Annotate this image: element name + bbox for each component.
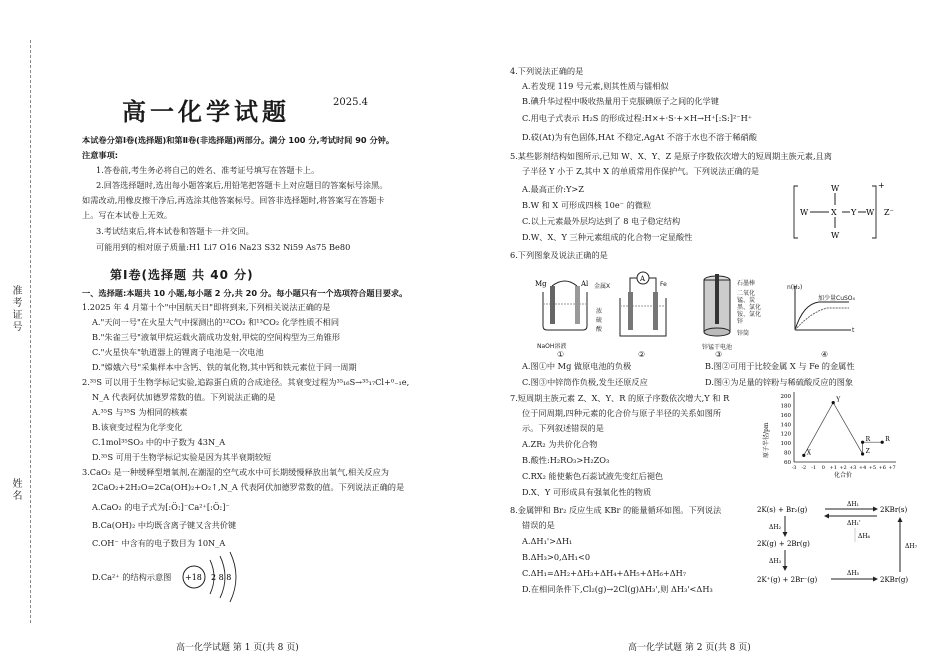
section-heading: 第Ⅰ卷(选择题 共 40 分) bbox=[110, 268, 254, 282]
atom-w-left: W bbox=[800, 208, 809, 217]
q4-option-b: B.碘升华过程中吸收热量用于克服碘原子之间的化学键 bbox=[522, 96, 719, 106]
page-title: 高一化学试题 bbox=[122, 98, 290, 126]
chart-point bbox=[861, 452, 864, 455]
q7-stem-3: 示。下列叙述错误的是 bbox=[522, 423, 604, 433]
q8-born-haber-cycle bbox=[755, 498, 930, 598]
chart-y-tick-label: 180 bbox=[780, 403, 791, 410]
q7-option-d: D.X、Y 可形成具有强氧化性的物质 bbox=[522, 487, 652, 497]
label-dh3: ΔH₃ bbox=[769, 558, 781, 565]
q4-option-a: A.若发现 119 号元素,则其性质与镭相似 bbox=[522, 81, 669, 91]
q6-option-c: C.图③中锌筒作负极,发生还原反应 bbox=[522, 377, 648, 387]
intro-line: 本试卷分第Ⅰ卷(选择题)和第Ⅱ卷(非选择题)两部分。满分 100 分,考试时间 90 分钟。 bbox=[82, 135, 395, 145]
q7-option-b: B.酸性:H₂RO₃>H₂ZO₃ bbox=[522, 455, 610, 465]
q1-option-b: B."朱雀三号"液氧甲烷运载火箭成功发射,甲烷的空间构型为三角锥形 bbox=[92, 332, 341, 342]
chart-x-tick-label: 0 bbox=[821, 465, 825, 471]
q5-option-b: B.W 和 X 可形成四核 10e⁻ 的微粒 bbox=[522, 200, 652, 210]
fig3-mix-label: 二氧化锰、炭黑、氯化铵、氯化锌 bbox=[737, 290, 762, 325]
exam-date: 2025.4 bbox=[333, 97, 368, 108]
chart-x-tick-label: -2 bbox=[801, 465, 807, 471]
q7-option-c: C.RX₂ 能使紫色石蕊试液先变红后褪色 bbox=[522, 471, 664, 481]
electrode-mg: Mg bbox=[535, 280, 547, 288]
fig4-number: ④ bbox=[821, 350, 829, 359]
chart-x-tick-label: +7 bbox=[888, 465, 896, 471]
fig2-number: ② bbox=[638, 350, 646, 359]
label-dh7: ΔH₇ bbox=[905, 543, 917, 550]
chart-point bbox=[881, 441, 884, 444]
q2-option-b: B.该衰变过程为化学变化 bbox=[92, 422, 183, 432]
chart-x-tick-label: -1 bbox=[811, 465, 817, 471]
fig3-number: ③ bbox=[715, 350, 723, 359]
q8-option-a: A.ΔH₁'>ΔH₁ bbox=[522, 536, 573, 546]
chart-y-tick-label: 200 bbox=[780, 394, 791, 400]
q6-option-d: D.图④为足量的锌粉与稀硫酸反应的图象 bbox=[705, 377, 854, 387]
atom-x: X bbox=[831, 208, 837, 217]
chart-point bbox=[861, 441, 864, 444]
state-2k-2br-g: 2K(g) + 2Br(g) bbox=[757, 540, 810, 548]
q8-stem-2: 错误的是 bbox=[522, 520, 555, 530]
binding-line bbox=[30, 40, 31, 623]
q5-stem-1: 5.某些影剂结构如图所示,已知 W、X、Y、Z 是原子序数依次增大的短周期主族元素,且离 bbox=[510, 151, 832, 161]
label-dh2: ΔH₂ bbox=[769, 524, 781, 531]
notes-title: 注意事项: bbox=[82, 150, 119, 160]
anion-z: Z⁻ bbox=[884, 208, 894, 217]
fig4-x-label: t bbox=[852, 327, 855, 334]
chart-point-label: R bbox=[885, 436, 890, 444]
label-dh1-prime: ΔH₁' bbox=[847, 520, 861, 527]
chart-y-tick-label: 140 bbox=[780, 422, 791, 429]
note-2c: 上。写在本试卷上无效。 bbox=[82, 210, 173, 220]
q4-option-c: C.用电子式表示 H₂S 的形成过程:H×+·S·+×H→H⁺[:S:]²⁻H⁺ bbox=[522, 113, 753, 123]
state-2kbr-g: 2KBr(g) bbox=[880, 576, 909, 584]
chart-point-label: R bbox=[865, 436, 871, 444]
q6-option-a: A.图①中 Mg 做原电池的负极 bbox=[522, 361, 632, 371]
chart-x-tick-label: +6 bbox=[878, 465, 886, 471]
chart-point-label: Y bbox=[836, 396, 841, 404]
q6-option-b: B.图②可用于比较金属 X 与 Fe 的金属性 bbox=[705, 361, 855, 371]
chart-x-axis-label: 化合价 bbox=[834, 472, 853, 478]
atom-w-right: W bbox=[866, 208, 875, 217]
q5-option-d: D.W、X、Y 三种元素组成的化合物一定显酸性 bbox=[522, 232, 693, 242]
q3-option-c: C.OH⁻ 中含有的电子数目为 10N_A bbox=[92, 538, 226, 548]
note-2b: 如需改动,用橡皮擦干净后,再选涂其他答案标号。回答非选择题时,将答案写在答题卡 bbox=[82, 195, 385, 205]
chart-series-line bbox=[804, 403, 882, 456]
chart-point-label: X bbox=[806, 449, 812, 457]
chart-y-tick-label: 60 bbox=[784, 460, 791, 466]
q7-stem-2: 位于同周期,四种元素的化合价与原子半径的关系如图所 bbox=[522, 408, 722, 418]
fig4-y-label: n(H₂) bbox=[787, 284, 803, 291]
charge-plus: + bbox=[878, 181, 885, 190]
note-2a: 2.回答选择题时,选出每小题答案后,用铅笔把答题卡上对应题目的答案标号涂黑。 bbox=[96, 180, 388, 190]
q3-stem-1: 3.CaO₂ 是一种缓释型增氧剂,在潮湿的空气或水中可长期缓慢释放出氧气,相关反应为 bbox=[82, 467, 389, 477]
chart-x-tick-label: +4 bbox=[858, 465, 867, 471]
q3-option-b: B.Ca(OH)₂ 中均既含离子键又含共价键 bbox=[92, 520, 237, 530]
atom-y: Y bbox=[851, 208, 857, 217]
q1-option-a: A."天问一号"在火星大气中探测出的¹²CO₂ 和¹³CO₂ 化学性质不相同 bbox=[92, 317, 340, 327]
q2-stem-2: N_A 代表阿伏加德罗常数的值。下列说法正确的是 bbox=[92, 392, 276, 402]
chart-y-tick-label: 120 bbox=[780, 431, 791, 438]
state-2kbr-s: 2KBr(s) bbox=[880, 506, 908, 514]
chart-y-axis-label: 原子半径/pm bbox=[763, 422, 770, 458]
chart-x-tick-label: +2 bbox=[839, 465, 847, 471]
q5-option-a: A.最高正价:Y>Z bbox=[522, 184, 584, 194]
chart-y-tick-label: 80 bbox=[784, 450, 791, 457]
name-label: 姓名 bbox=[10, 478, 21, 502]
q2-option-d: D.³⁵S 可用于生物学标记实验是因为其半衰期较短 bbox=[92, 452, 272, 462]
state-ions-g: 2K⁺(g) + 2Br⁻(g) bbox=[757, 576, 818, 584]
fig2-fe: Fe bbox=[660, 281, 667, 288]
q5-structure-diagram bbox=[790, 180, 900, 242]
fig4-curve-label: 加少量CuSO₄ bbox=[818, 295, 855, 302]
q2-option-c: C.1mol³⁵SO₃ 中的中子数为 43N_A bbox=[92, 437, 226, 447]
q4-stem: 4.下列说法正确的是 bbox=[510, 66, 584, 76]
q8-stem-1: 8.金属钾和 Br₂ 反应生成 KBr 的能量循环如图。下列说法 bbox=[510, 505, 722, 515]
q3-stem-2: 2CaO₂+2H₂O=2Ca(OH)₂+O₂↑,N_A 代表阿伏加德罗常数的值。下列说法正确的是 bbox=[92, 482, 405, 492]
q1-option-c: C."火星快车"轨道器上的锂离子电池是一次电池 bbox=[92, 347, 264, 357]
figure-1-galvanic-cell bbox=[535, 278, 595, 340]
figure-3-dry-cell bbox=[700, 272, 734, 338]
chart-x-tick-label: +3 bbox=[849, 465, 857, 471]
label-dh1: ΔH₁ bbox=[847, 501, 859, 508]
chart-x-tick-label: -3 bbox=[791, 465, 797, 471]
chart-point-label: Z bbox=[865, 447, 870, 455]
q1-stem: 1.2025 年 4 月第十个"中国航天日"即将到来,下列相关说法正确的是 bbox=[82, 302, 331, 312]
note-3: 3.考试结束后,将本试卷和答题卡一并交回。 bbox=[96, 226, 254, 236]
fig2-metal-x: 金属X bbox=[594, 283, 611, 290]
q7-option-a: A.ZR₂ 为共价化合物 bbox=[522, 439, 598, 449]
q2-stem-1: 2.³⁵S 可以用于生物学标记实验,追踪蛋白质的合成途径。其衰变过程为³⁵₁₆S→³⁵₁₇Cl+⁰₋₁e, bbox=[82, 377, 410, 387]
chart-point bbox=[802, 454, 805, 457]
fig3-zinc-label: 锌筒 bbox=[737, 330, 750, 337]
ca-ion-structure-diagram bbox=[180, 548, 260, 606]
q8-option-c: C.ΔH₁=ΔH₂+ΔH₃+ΔH₄+ΔH₅+ΔH₆+ΔH₇ bbox=[522, 568, 687, 578]
label-dh5: ΔH₅ bbox=[847, 570, 859, 577]
footer-page-1: 高一化学试题 第 1 页(共 8 页) bbox=[176, 643, 299, 653]
q7-radius-valence-chart bbox=[760, 388, 910, 478]
chart-point bbox=[832, 401, 835, 404]
shell-electrons: 2 8 8 bbox=[211, 573, 232, 582]
footer-page-2: 高一化学试题 第 2 页(共 8 页) bbox=[628, 643, 751, 653]
q5-option-c: C.以上元素最外层均达到了 8 电子稳定结构 bbox=[522, 216, 681, 226]
fig3-graphite-label: 石墨棒 bbox=[737, 280, 756, 287]
fig1-number: ① bbox=[557, 350, 565, 359]
fig2-solution: 浓硫酸 bbox=[596, 308, 603, 333]
chart-x-tick-label: +1 bbox=[829, 465, 837, 471]
exam-number-label: 准考证号 bbox=[10, 285, 21, 333]
q2-option-a: A.³⁵S 与³⁵S 为相同的核素 bbox=[92, 407, 188, 417]
figure-2-cell bbox=[608, 270, 678, 345]
q8-option-d: D.在相同条件下,Cl₂(g)→2Cl(g)ΔH₃',则 ΔH₃'<ΔH₃ bbox=[522, 584, 713, 594]
chart-y-tick-label: 160 bbox=[780, 412, 791, 419]
note-1: 1.答卷前,考生务必将自己的姓名、准考证号填写在答题卡上。 bbox=[96, 165, 320, 175]
q5-stem-2: 子半径 Y 小于 Z,其中 X 的单质常用作保护气。下列说法正确的是 bbox=[522, 166, 760, 176]
atomic-masses: 可能用到的相对原子质量:H1 Li7 O16 Na23 S32 Ni59 As75 Be80 bbox=[96, 242, 351, 252]
fig3-caption: 锌锰干电池 bbox=[702, 344, 733, 351]
q1-option-d: D."嫦娥六号"采集样本中含钙、铁的氧化物,其中钙和铁元素位于同一周期 bbox=[92, 362, 357, 372]
state-2k-br2: 2K(s) + Br₂(g) bbox=[757, 506, 808, 514]
electrode-al: Al bbox=[581, 280, 589, 288]
ammeter-a: A bbox=[640, 275, 646, 283]
label-dh6: ΔH₆ bbox=[858, 533, 870, 540]
q8-option-b: B.ΔH₃>0,ΔH₁<0 bbox=[522, 552, 591, 562]
q3-option-d: D.Ca²⁺ 的结构示意图 bbox=[92, 572, 172, 582]
nucleus-charge: +18 bbox=[185, 573, 202, 582]
chart-y-tick-label: 100 bbox=[780, 441, 791, 448]
section-instructions: 一、选择题:本题共 10 小题,每小题 2 分,共 20 分。每小题只有一个选项符合题目要求。 bbox=[82, 288, 408, 298]
q3-option-a: A.CaO₂ 的电子式为[:Ö:]⁻Ca²⁺[:Ö:]⁻ bbox=[92, 502, 230, 512]
fig1-solution-label: NaOH溶液 bbox=[537, 343, 567, 350]
q6-stem: 6.下列图象及说法正确的是 bbox=[510, 250, 608, 260]
q4-option-d: D.砹(At)为有色固体,HAt 不稳定,AgAt 不溶于水也不溶于稀硝酸 bbox=[522, 132, 757, 142]
chart-x-tick-label: +5 bbox=[868, 465, 877, 471]
atom-w-bottom: W bbox=[831, 231, 840, 240]
q7-stem-1: 7.短周期主族元素 Z、X、Y、R 的原子序数依次增大,Y 和 R bbox=[510, 393, 730, 403]
atom-w-top: W bbox=[831, 184, 840, 193]
